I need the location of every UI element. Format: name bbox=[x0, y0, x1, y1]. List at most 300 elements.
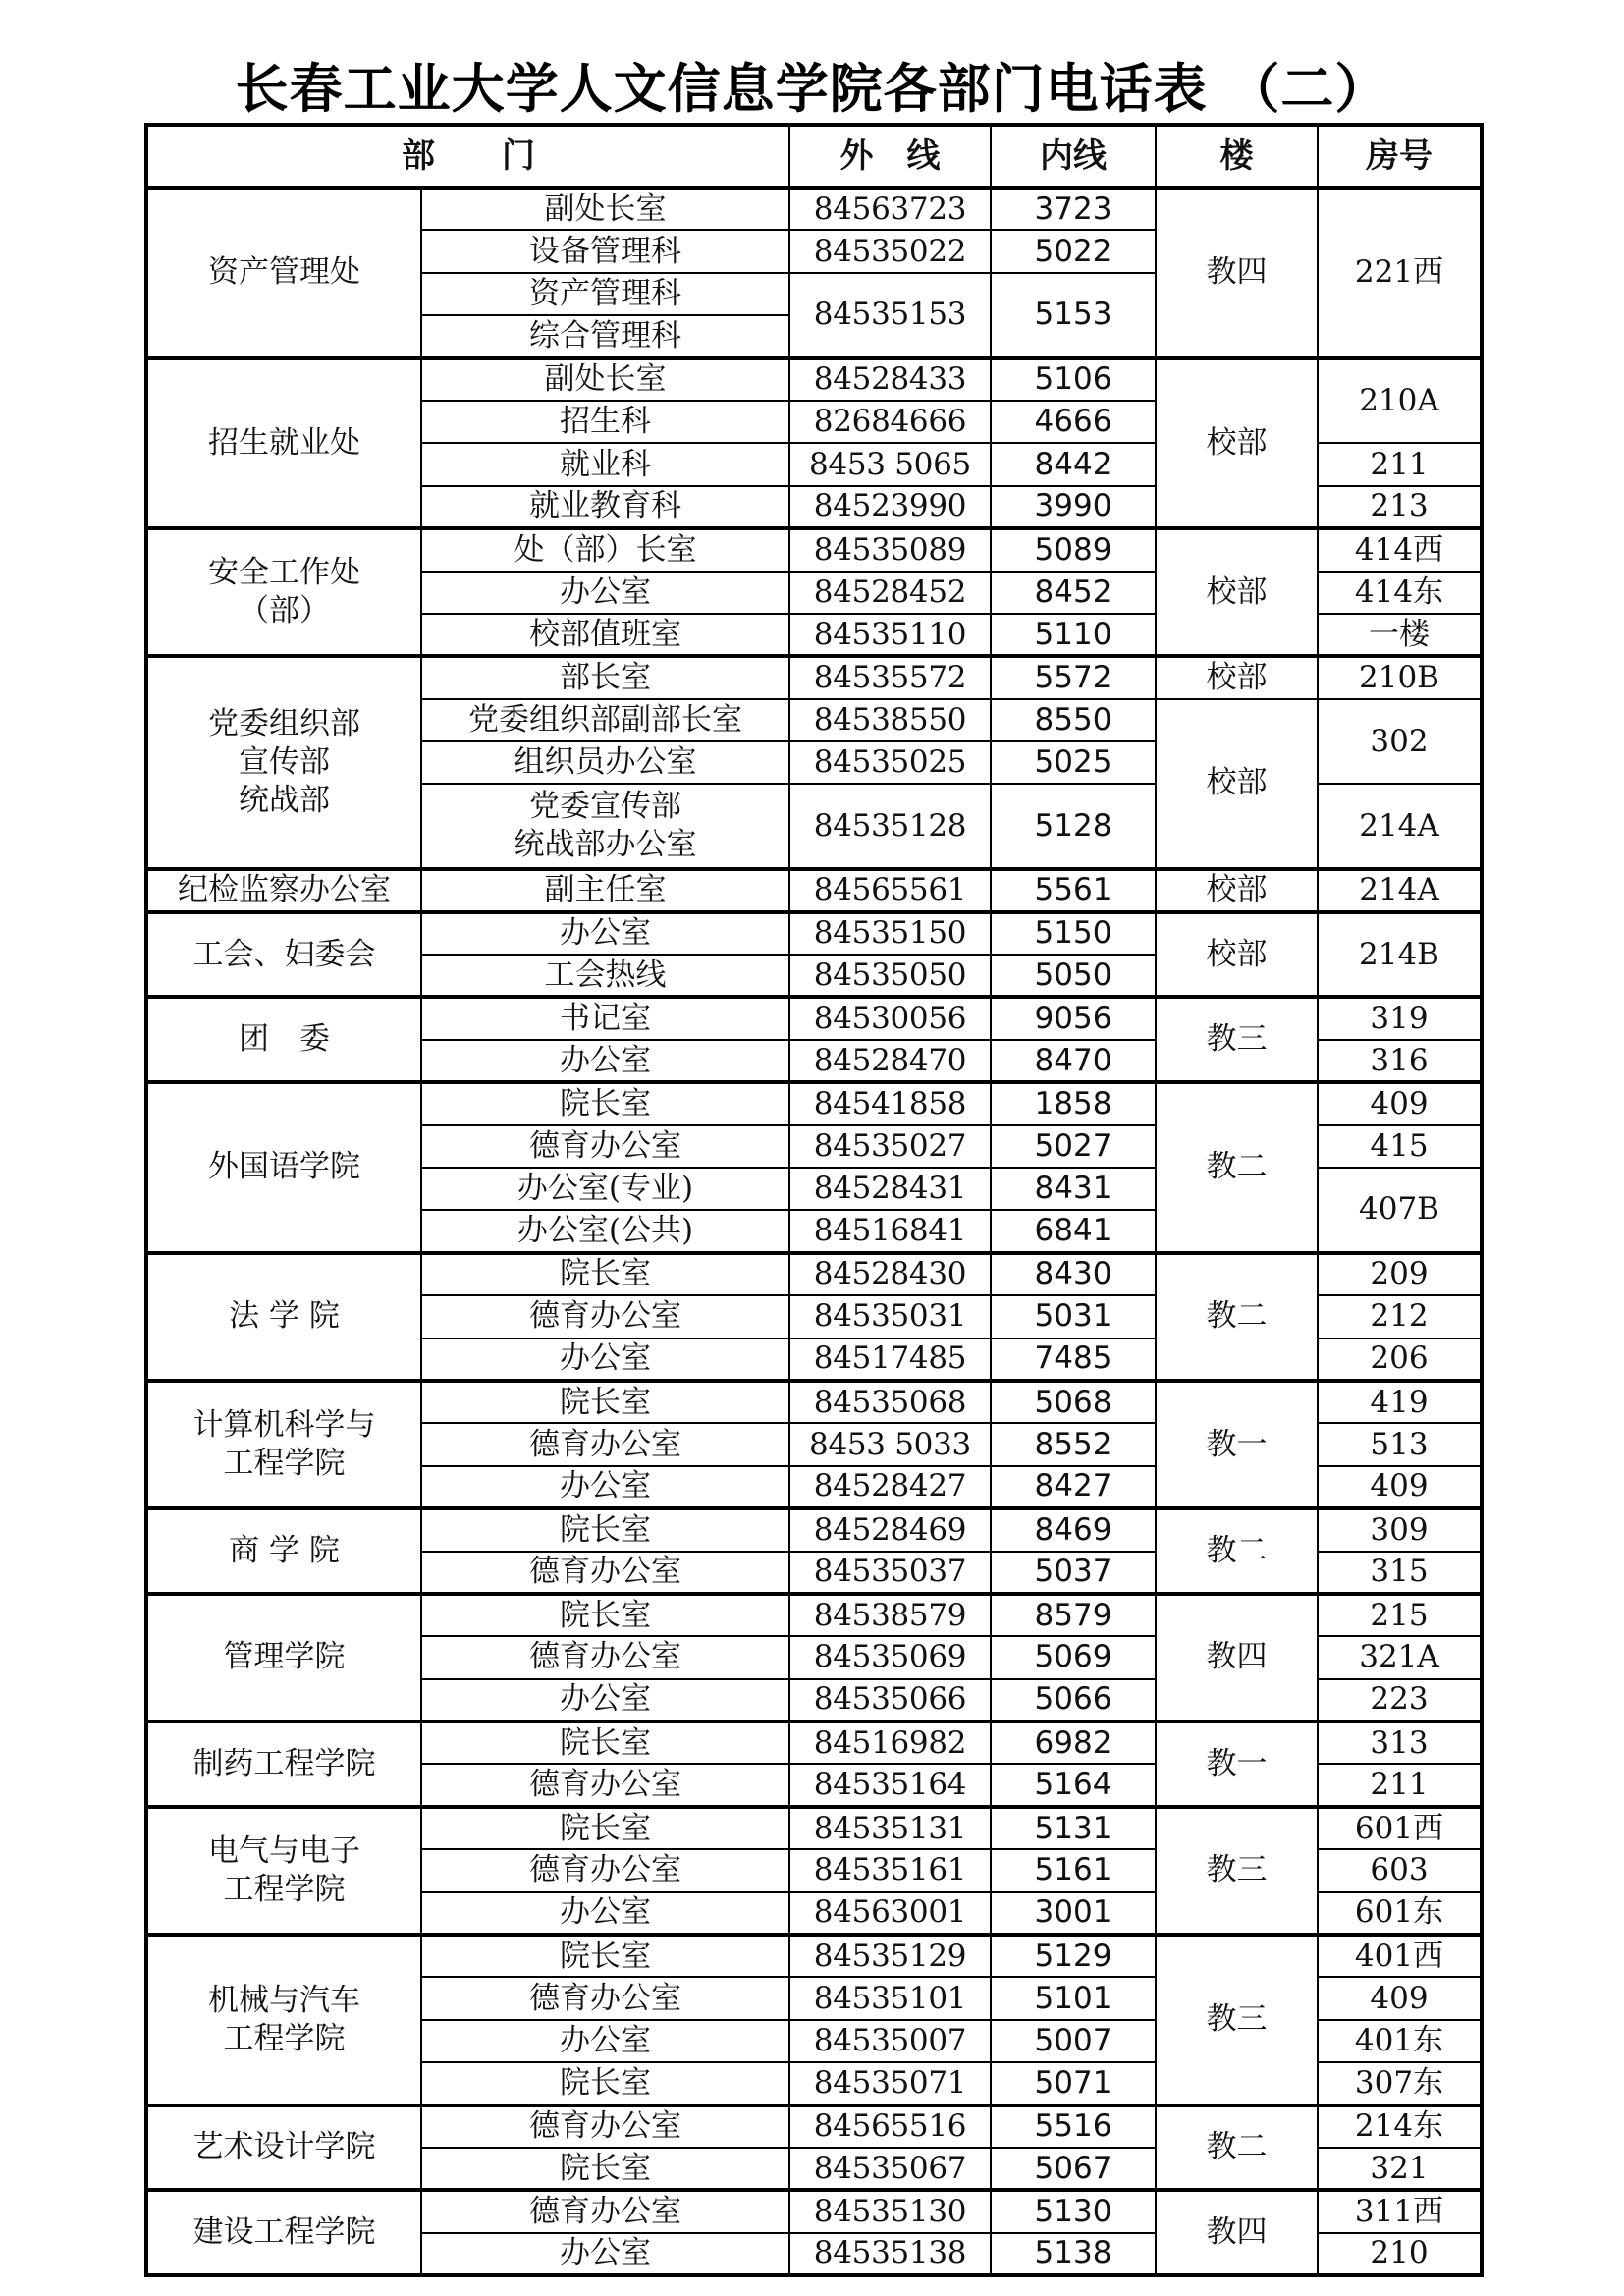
external-phone: 84535071 bbox=[789, 2062, 991, 2105]
department-name bbox=[146, 1082, 421, 1253]
department-name-line: 外国语学院 bbox=[208, 1149, 360, 1185]
internal-extension: 5131 bbox=[991, 1807, 1156, 1849]
office-name bbox=[421, 401, 789, 443]
external-phone: 84535130 bbox=[789, 2190, 991, 2232]
office-name-line: 德育办公室 bbox=[529, 1554, 681, 1590]
room-number: 319 bbox=[1318, 997, 1482, 1039]
internal-extension: 5130 bbox=[991, 2190, 1156, 2232]
office-name bbox=[421, 1040, 789, 1082]
room-number: 601西 bbox=[1318, 1807, 1482, 1849]
header-external-line: 外 线 bbox=[789, 125, 991, 188]
room-number: 221西 bbox=[1318, 188, 1482, 358]
table-row bbox=[146, 997, 1482, 1039]
internal-extension: 7485 bbox=[991, 1339, 1156, 1381]
header-internal-line: 内线 bbox=[991, 125, 1156, 188]
department-name-line: 统战部 bbox=[239, 783, 330, 819]
external-phone: 84535022 bbox=[789, 230, 991, 272]
department-name bbox=[146, 2105, 421, 2191]
external-phone: 84538579 bbox=[789, 1594, 991, 1636]
department-name-line: 宣传部 bbox=[239, 744, 330, 781]
internal-extension: 5128 bbox=[991, 784, 1156, 869]
office-name-line: 院长室 bbox=[560, 1085, 651, 1121]
room-number: 601东 bbox=[1318, 1892, 1482, 1935]
internal-extension: 3001 bbox=[991, 1892, 1156, 1935]
external-phone: 84535129 bbox=[789, 1935, 991, 1977]
office-name-line: 德育办公室 bbox=[529, 2108, 681, 2145]
office-name bbox=[421, 699, 789, 741]
internal-extension: 5050 bbox=[991, 955, 1156, 997]
internal-extension: 5037 bbox=[991, 1552, 1156, 1594]
department-name-line: 艺术设计学院 bbox=[192, 2129, 376, 2165]
external-phone: 84528427 bbox=[789, 1466, 991, 1508]
internal-extension: 5101 bbox=[991, 1977, 1156, 2019]
internal-extension: 5129 bbox=[991, 1935, 1156, 1977]
table-row bbox=[146, 1807, 1482, 1849]
office-name bbox=[421, 1253, 789, 1295]
page-title: 长春工业大学人文信息学院各部门电话表 （二） bbox=[235, 58, 1389, 120]
office-name bbox=[421, 614, 789, 656]
office-name-line: 综合管理科 bbox=[529, 317, 681, 354]
department-name-line: 资产管理处 bbox=[208, 254, 360, 291]
internal-extension: 5022 bbox=[991, 230, 1156, 272]
office-name bbox=[421, 315, 789, 357]
internal-extension: 5161 bbox=[991, 1849, 1156, 1891]
table-row bbox=[146, 1594, 1482, 1636]
office-name bbox=[421, 1935, 789, 1977]
room-number: 307东 bbox=[1318, 2062, 1482, 2105]
office-name bbox=[421, 1977, 789, 2019]
office-name bbox=[421, 273, 789, 315]
internal-extension: 5069 bbox=[991, 1636, 1156, 1678]
external-phone: 84535131 bbox=[789, 1807, 991, 1849]
external-phone: 84528452 bbox=[789, 572, 991, 614]
table-row bbox=[146, 358, 1482, 401]
department-name-line: 机械与汽车 bbox=[208, 1982, 360, 2018]
department-name-line: 工程学院 bbox=[223, 1871, 346, 1907]
room-number: 414东 bbox=[1318, 572, 1482, 614]
office-name-line: 办公室 bbox=[560, 915, 651, 952]
room-number: 321A bbox=[1318, 1636, 1482, 1678]
internal-extension: 5561 bbox=[991, 869, 1156, 911]
internal-extension: 4666 bbox=[991, 401, 1156, 443]
office-name-line: 办公室(专业) bbox=[516, 1171, 694, 1207]
internal-extension: 8552 bbox=[991, 1423, 1156, 1465]
external-phone: 84535069 bbox=[789, 1636, 991, 1678]
building-name: 教三 bbox=[1156, 997, 1318, 1082]
department-name-line: 党委组织部 bbox=[208, 706, 360, 742]
department-name-line: 计算机科学与 bbox=[192, 1407, 376, 1444]
internal-extension: 8469 bbox=[991, 1508, 1156, 1551]
department-name-line: 工程学院 bbox=[223, 1446, 346, 1482]
external-phone: 84535110 bbox=[789, 614, 991, 656]
office-name-line: 党委组织部副部长室 bbox=[468, 701, 742, 738]
office-name-line: 办公室 bbox=[560, 574, 651, 610]
room-number: 419 bbox=[1318, 1381, 1482, 1423]
office-name-line: 办公室 bbox=[560, 1042, 651, 1078]
internal-extension: 6841 bbox=[991, 1210, 1156, 1252]
office-name bbox=[421, 2062, 789, 2105]
department-name-line: 工会、妇委会 bbox=[192, 936, 376, 972]
office-name-line: 德育办公室 bbox=[529, 1127, 681, 1164]
office-name bbox=[421, 1722, 789, 1764]
external-phone: 84530056 bbox=[789, 997, 991, 1039]
internal-extension: 9056 bbox=[991, 997, 1156, 1039]
table-row bbox=[146, 869, 1482, 911]
office-name-line: 德育办公室 bbox=[529, 1980, 681, 2016]
office-name bbox=[421, 2105, 789, 2148]
office-name-line: 书记室 bbox=[560, 1001, 651, 1037]
room-number: 206 bbox=[1318, 1339, 1482, 1381]
department-name bbox=[146, 1807, 421, 1935]
office-name-line: 党委宣传部 bbox=[529, 789, 681, 825]
building-name: 教四 bbox=[1156, 188, 1318, 358]
office-name-line: 就业教育科 bbox=[529, 488, 681, 524]
office-name bbox=[421, 955, 789, 997]
table-row bbox=[146, 1381, 1482, 1423]
phone-directory-table bbox=[144, 123, 1484, 2277]
room-number: 513 bbox=[1318, 1423, 1482, 1465]
office-name bbox=[421, 1636, 789, 1678]
external-phone: 84565516 bbox=[789, 2105, 991, 2148]
room-number: 214A bbox=[1318, 869, 1482, 911]
external-phone: 84535050 bbox=[789, 955, 991, 997]
external-phone: 8453 5065 bbox=[789, 443, 991, 485]
department-name bbox=[146, 188, 421, 358]
department-name bbox=[146, 912, 421, 998]
office-name bbox=[421, 1423, 789, 1465]
external-phone: 84535128 bbox=[789, 784, 991, 869]
internal-extension: 5031 bbox=[991, 1295, 1156, 1338]
internal-extension: 5007 bbox=[991, 2020, 1156, 2062]
table-row bbox=[146, 1935, 1482, 1977]
internal-extension: 8550 bbox=[991, 699, 1156, 741]
office-name-line: 设备管理科 bbox=[529, 233, 681, 269]
office-name bbox=[421, 2148, 789, 2190]
external-phone: 84528433 bbox=[789, 358, 991, 401]
internal-extension: 1858 bbox=[991, 1082, 1156, 1124]
department-name-line: 纪检监察办公室 bbox=[178, 872, 391, 908]
building-name: 校部 bbox=[1156, 912, 1318, 998]
office-name bbox=[421, 1679, 789, 1722]
external-phone: 84535572 bbox=[789, 656, 991, 698]
room-number: 409 bbox=[1318, 1082, 1482, 1124]
external-phone: 84535007 bbox=[789, 2020, 991, 2062]
office-name bbox=[421, 869, 789, 911]
office-name-line: 部长室 bbox=[560, 659, 651, 695]
office-name bbox=[421, 443, 789, 485]
external-phone: 84563001 bbox=[789, 1892, 991, 1935]
office-name-line: 办公室 bbox=[560, 1894, 651, 1931]
office-name-line: 处（部）长室 bbox=[514, 531, 697, 568]
office-name-line: 院长室 bbox=[560, 1810, 651, 1846]
internal-extension: 3990 bbox=[991, 486, 1156, 528]
office-name bbox=[421, 2020, 789, 2062]
office-name-line: 德育办公室 bbox=[529, 1298, 681, 1335]
external-phone: 84517485 bbox=[789, 1339, 991, 1381]
external-phone: 84528469 bbox=[789, 1508, 991, 1551]
header-building: 楼 bbox=[1156, 125, 1318, 188]
external-phone: 84535153 bbox=[789, 273, 991, 358]
office-name bbox=[421, 1295, 789, 1338]
table-row bbox=[146, 2105, 1482, 2148]
office-name bbox=[421, 1381, 789, 1423]
office-name-line: 德育办公室 bbox=[529, 1426, 681, 1462]
room-number: 211 bbox=[1318, 1764, 1482, 1806]
room-number: 212 bbox=[1318, 1295, 1482, 1338]
building-name: 教一 bbox=[1156, 1722, 1318, 1807]
office-name-line: 副主任室 bbox=[544, 872, 667, 908]
external-phone: 84528431 bbox=[789, 1168, 991, 1210]
room-number: 302 bbox=[1318, 699, 1482, 785]
department-name bbox=[146, 997, 421, 1082]
table-row bbox=[146, 656, 1482, 698]
office-name-line: 校部值班室 bbox=[529, 616, 681, 652]
building-name: 教四 bbox=[1156, 1594, 1318, 1722]
office-name-line: 德育办公室 bbox=[529, 1852, 681, 1888]
room-number: 315 bbox=[1318, 1552, 1482, 1594]
external-phone: 84516982 bbox=[789, 1722, 991, 1764]
office-name-line: 招生科 bbox=[560, 404, 651, 440]
room-number: 415 bbox=[1318, 1125, 1482, 1168]
department-name-line: 建设工程学院 bbox=[192, 2214, 376, 2251]
room-number: 401西 bbox=[1318, 1935, 1482, 1977]
external-phone: 84535150 bbox=[789, 912, 991, 955]
internal-extension: 5106 bbox=[991, 358, 1156, 401]
department-name-line: （部） bbox=[239, 593, 330, 629]
internal-extension: 5067 bbox=[991, 2148, 1156, 2190]
external-phone: 84535037 bbox=[789, 1552, 991, 1594]
office-name bbox=[421, 741, 789, 784]
office-name-line: 资产管理科 bbox=[529, 275, 681, 311]
department-name-line: 管理学院 bbox=[223, 1639, 346, 1675]
internal-extension: 8470 bbox=[991, 1040, 1156, 1082]
building-name: 教二 bbox=[1156, 1508, 1318, 1594]
building-name: 校部 bbox=[1156, 358, 1318, 529]
table-header-row bbox=[146, 125, 1482, 188]
building-name: 校部 bbox=[1156, 869, 1318, 911]
external-phone: 8453 5033 bbox=[789, 1423, 991, 1465]
office-name bbox=[421, 912, 789, 955]
room-number: 603 bbox=[1318, 1849, 1482, 1891]
department-name-line: 工程学院 bbox=[223, 2020, 346, 2056]
internal-extension: 5066 bbox=[991, 1679, 1156, 1722]
external-phone: 84565561 bbox=[789, 869, 991, 911]
internal-extension: 5164 bbox=[991, 1764, 1156, 1806]
department-name-line: 团 委 bbox=[239, 1021, 330, 1058]
internal-extension: 5068 bbox=[991, 1381, 1156, 1423]
department-name bbox=[146, 528, 421, 656]
office-name bbox=[421, 1082, 789, 1124]
office-name bbox=[421, 1210, 789, 1252]
external-phone: 84538550 bbox=[789, 699, 991, 741]
external-phone: 84535027 bbox=[789, 1125, 991, 1168]
office-name bbox=[421, 358, 789, 401]
table-row bbox=[146, 1082, 1482, 1124]
external-phone: 82684666 bbox=[789, 401, 991, 443]
external-phone: 84523990 bbox=[789, 486, 991, 528]
building-name: 校部 bbox=[1156, 656, 1318, 698]
department-name-line: 商 学 院 bbox=[229, 1533, 340, 1568]
department-name-line: 制药工程学院 bbox=[192, 1745, 376, 1781]
office-name-line: 统战部办公室 bbox=[514, 827, 697, 863]
table-body bbox=[146, 188, 1482, 2275]
office-name-line: 德育办公室 bbox=[529, 1767, 681, 1803]
office-name bbox=[421, 656, 789, 698]
internal-extension: 5089 bbox=[991, 528, 1156, 571]
room-number: 409 bbox=[1318, 1977, 1482, 2019]
table-row bbox=[146, 1508, 1482, 1551]
office-name bbox=[421, 1807, 789, 1849]
internal-extension: 8431 bbox=[991, 1168, 1156, 1210]
office-name bbox=[421, 784, 789, 869]
external-phone: 84528430 bbox=[789, 1253, 991, 1295]
external-phone: 84535138 bbox=[789, 2233, 991, 2275]
department-name-line: 电气与电子 bbox=[208, 1832, 360, 1869]
room-number: 210 bbox=[1318, 2233, 1482, 2275]
department-name-line: 法 学 院 bbox=[229, 1298, 340, 1335]
office-name-line: 院长室 bbox=[560, 2064, 651, 2101]
room-number: 401东 bbox=[1318, 2020, 1482, 2062]
internal-extension: 5027 bbox=[991, 1125, 1156, 1168]
room-number: 210B bbox=[1318, 656, 1482, 698]
department-name-line: 安全工作处 bbox=[208, 555, 360, 591]
building-name: 校部 bbox=[1156, 528, 1318, 656]
internal-extension: 5071 bbox=[991, 2062, 1156, 2105]
room-number: 311西 bbox=[1318, 2190, 1482, 2232]
internal-extension: 5025 bbox=[991, 741, 1156, 784]
internal-extension: 5110 bbox=[991, 614, 1156, 656]
room-number: 210A bbox=[1318, 358, 1482, 444]
table-row bbox=[146, 528, 1482, 571]
building-name: 教三 bbox=[1156, 1807, 1318, 1935]
internal-extension: 5150 bbox=[991, 912, 1156, 955]
office-name bbox=[421, 230, 789, 272]
office-name bbox=[421, 1339, 789, 1381]
header-room: 房号 bbox=[1318, 125, 1482, 188]
office-name bbox=[421, 1849, 789, 1891]
room-number: 407B bbox=[1318, 1168, 1482, 1253]
office-name-line: 副处长室 bbox=[544, 191, 667, 227]
external-phone: 84563723 bbox=[789, 188, 991, 230]
room-number: 214东 bbox=[1318, 2105, 1482, 2148]
office-name-line: 德育办公室 bbox=[529, 1639, 681, 1675]
building-name: 校部 bbox=[1156, 699, 1318, 870]
room-number: 321 bbox=[1318, 2148, 1482, 2190]
office-name-line: 办公室 bbox=[560, 1468, 651, 1504]
external-phone: 84535068 bbox=[789, 1381, 991, 1423]
office-name-line: 院长室 bbox=[560, 1511, 651, 1548]
office-name-line: 组织员办公室 bbox=[514, 744, 697, 781]
internal-extension: 8452 bbox=[991, 572, 1156, 614]
internal-extension: 8579 bbox=[991, 1594, 1156, 1636]
office-name bbox=[421, 997, 789, 1039]
external-phone: 84535164 bbox=[789, 1764, 991, 1806]
room-number: 309 bbox=[1318, 1508, 1482, 1551]
department-name bbox=[146, 1381, 421, 1508]
office-name-line: 办公室 bbox=[560, 2235, 651, 2271]
department-name bbox=[146, 1253, 421, 1381]
office-name bbox=[421, 486, 789, 528]
office-name-line: 办公室 bbox=[560, 2022, 651, 2058]
building-name: 教三 bbox=[1156, 1935, 1318, 2105]
office-name bbox=[421, 2190, 789, 2232]
office-name-line: 办公室(公共) bbox=[516, 1213, 694, 1249]
external-phone: 84535089 bbox=[789, 528, 991, 571]
external-phone: 84535067 bbox=[789, 2148, 991, 2190]
office-name-line: 院长室 bbox=[560, 1384, 651, 1420]
office-name-line: 院长室 bbox=[560, 2150, 651, 2186]
external-phone: 84528470 bbox=[789, 1040, 991, 1082]
department-name bbox=[146, 656, 421, 869]
external-phone: 84535066 bbox=[789, 1679, 991, 1722]
room-number: 214A bbox=[1318, 784, 1482, 869]
table-row bbox=[146, 2190, 1482, 2232]
internal-extension: 3723 bbox=[991, 188, 1156, 230]
office-name bbox=[421, 1764, 789, 1806]
office-name bbox=[421, 1125, 789, 1168]
office-name-line: 院长室 bbox=[560, 1256, 651, 1292]
room-number: 一楼 bbox=[1318, 614, 1482, 656]
internal-extension: 8430 bbox=[991, 1253, 1156, 1295]
room-number: 213 bbox=[1318, 486, 1482, 528]
table-row bbox=[146, 188, 1482, 230]
internal-extension: 8442 bbox=[991, 443, 1156, 485]
office-name-line: 副处长室 bbox=[544, 361, 667, 398]
department-name bbox=[146, 358, 421, 529]
office-name bbox=[421, 2233, 789, 2275]
office-name-line: 院长室 bbox=[560, 1597, 651, 1633]
office-name bbox=[421, 528, 789, 571]
office-name-line: 就业科 bbox=[560, 446, 651, 482]
office-name-line: 办公室 bbox=[560, 1340, 651, 1377]
room-number: 211 bbox=[1318, 443, 1482, 485]
department-name bbox=[146, 2190, 421, 2275]
room-number: 414西 bbox=[1318, 528, 1482, 571]
building-name: 教二 bbox=[1156, 2105, 1318, 2191]
office-name-line: 办公室 bbox=[560, 1681, 651, 1718]
table-row bbox=[146, 1722, 1482, 1764]
room-number: 316 bbox=[1318, 1040, 1482, 1082]
office-name-line: 院长室 bbox=[560, 1938, 651, 1974]
external-phone: 84535031 bbox=[789, 1295, 991, 1338]
internal-extension: 6982 bbox=[991, 1722, 1156, 1764]
department-name-line: 招生就业处 bbox=[208, 424, 360, 461]
external-phone: 84535025 bbox=[789, 741, 991, 784]
room-number: 223 bbox=[1318, 1679, 1482, 1722]
internal-extension: 5516 bbox=[991, 2105, 1156, 2148]
building-name: 教二 bbox=[1156, 1082, 1318, 1253]
office-name bbox=[421, 1466, 789, 1508]
office-name bbox=[421, 1552, 789, 1594]
building-name: 教一 bbox=[1156, 1381, 1318, 1508]
internal-extension: 5138 bbox=[991, 2233, 1156, 2275]
room-number: 209 bbox=[1318, 1253, 1482, 1295]
office-name-line: 院长室 bbox=[560, 1724, 651, 1761]
room-number: 313 bbox=[1318, 1722, 1482, 1764]
external-phone: 84535101 bbox=[789, 1977, 991, 2019]
header-dept: 部 门 bbox=[146, 125, 789, 188]
table-row bbox=[146, 912, 1482, 955]
office-name bbox=[421, 1168, 789, 1210]
office-name-line: 德育办公室 bbox=[529, 2194, 681, 2230]
room-number: 409 bbox=[1318, 1466, 1482, 1508]
internal-extension: 8427 bbox=[991, 1466, 1156, 1508]
department-name bbox=[146, 1935, 421, 2105]
office-name bbox=[421, 1594, 789, 1636]
external-phone: 84516841 bbox=[789, 1210, 991, 1252]
building-name: 教二 bbox=[1156, 1253, 1318, 1381]
department-name bbox=[146, 869, 421, 911]
